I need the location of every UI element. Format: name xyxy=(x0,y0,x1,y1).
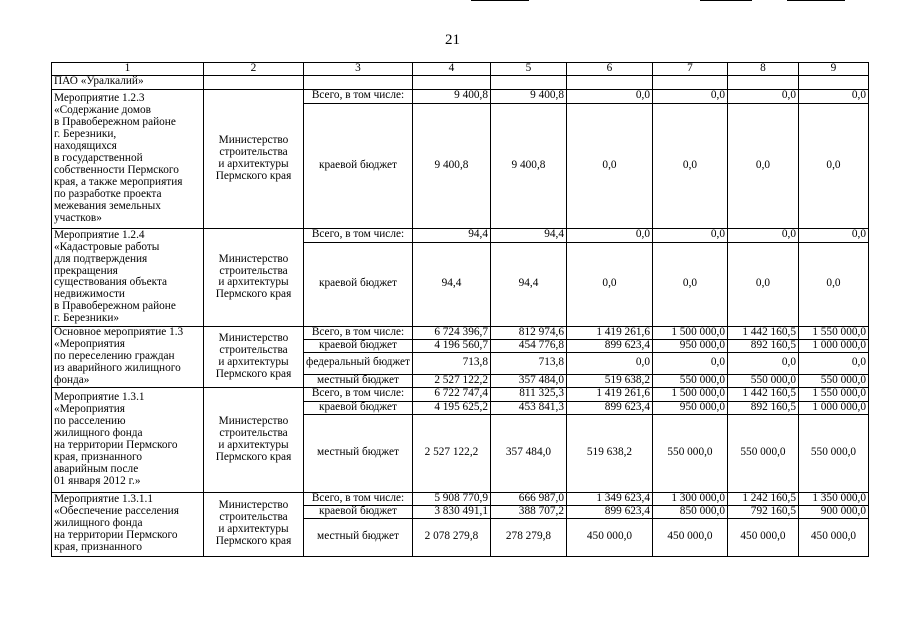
funding-source: Всего, в том числе: xyxy=(304,89,413,103)
amount-cell: 1 550 000,0 xyxy=(798,387,868,401)
amount-cell: 850 000,0 xyxy=(652,505,727,518)
amount-cell: 0,0 xyxy=(727,103,798,228)
empty-cell xyxy=(652,75,727,89)
amount-cell: 0,0 xyxy=(798,228,868,242)
table-body xyxy=(52,63,869,557)
amount-cell: 2 527 122,2 xyxy=(412,414,490,492)
amount-cell: 550 000,0 xyxy=(798,374,868,387)
amount-cell: 0,0 xyxy=(652,352,727,374)
column-number: 9 xyxy=(798,63,868,76)
top-edge-rule xyxy=(471,0,529,1)
amount-cell: 388 707,2 xyxy=(490,505,566,518)
amount-cell: 0,0 xyxy=(798,89,868,103)
column-number: 2 xyxy=(204,63,304,76)
amount-cell: 357 484,0 xyxy=(490,374,566,387)
executor: Министерство строительства и архитектуры Пермского края xyxy=(204,492,304,556)
table-row xyxy=(52,492,869,505)
empty-cell xyxy=(412,75,490,89)
amount-cell: 2 078 279,8 xyxy=(412,518,490,556)
amount-cell: 1 349 623,4 xyxy=(566,492,652,505)
amount-cell: 9 400,8 xyxy=(490,103,566,228)
amount-cell: 0,0 xyxy=(727,89,798,103)
amount-cell: 550 000,0 xyxy=(652,414,727,492)
amount-cell: 0,0 xyxy=(727,228,798,242)
amount-cell: 0,0 xyxy=(798,103,868,228)
amount-cell: 0,0 xyxy=(652,228,727,242)
column-number: 6 xyxy=(566,63,652,76)
amount-cell: 0,0 xyxy=(566,352,652,374)
measure-name: Мероприятие 1.2.3 «Содержание домов в Правобережном районе г. Березники, находящихся в государственной собственности Пермского края, а также мероприятия по разработке проекта межевания земельных участков» xyxy=(52,89,204,228)
amount-cell: 812 974,6 xyxy=(490,326,566,339)
organization-name: ПАО «Уралкалий» xyxy=(52,75,204,89)
amount-cell: 0,0 xyxy=(566,103,652,228)
empty-cell xyxy=(727,75,798,89)
amount-cell: 899 623,4 xyxy=(566,401,652,414)
empty-cell xyxy=(304,75,413,89)
amount-cell: 450 000,0 xyxy=(798,518,868,556)
amount-cell: 1 000 000,0 xyxy=(798,339,868,352)
amount-cell: 0,0 xyxy=(652,242,727,326)
amount-cell: 666 987,0 xyxy=(490,492,566,505)
amount-cell: 94,4 xyxy=(412,228,490,242)
amount-cell: 892 160,5 xyxy=(727,339,798,352)
amount-cell: 550 000,0 xyxy=(652,374,727,387)
page-number: 21 xyxy=(445,32,460,48)
measure-name: Мероприятие 1.2.4 «Кадастровые работы для подтверждения прекращения существования объекта недвижимости в Правобережном районе г. Березники» xyxy=(52,228,204,326)
amount-cell: 892 160,5 xyxy=(727,401,798,414)
amount-cell: 0,0 xyxy=(566,242,652,326)
funding-source: Всего, в том числе: xyxy=(304,326,413,339)
empty-cell xyxy=(566,75,652,89)
column-number-row xyxy=(52,63,869,76)
amount-cell: 0,0 xyxy=(566,89,652,103)
amount-cell: 1 000 000,0 xyxy=(798,401,868,414)
funding-source: местный бюджет xyxy=(304,374,413,387)
amount-cell: 1 300 000,0 xyxy=(652,492,727,505)
amount-cell: 899 623,4 xyxy=(566,505,652,518)
amount-cell: 6 722 747,4 xyxy=(412,387,490,401)
amount-cell: 550 000,0 xyxy=(798,414,868,492)
amount-cell: 4 195 625,2 xyxy=(412,401,490,414)
amount-cell: 450 000,0 xyxy=(652,518,727,556)
amount-cell: 278 279,8 xyxy=(490,518,566,556)
amount-cell: 519 638,2 xyxy=(566,414,652,492)
amount-cell: 0,0 xyxy=(798,352,868,374)
measure-name: Основное мероприятие 1.3 «Мероприятия по переселению граждан из аварийного жилищного фонда» xyxy=(52,326,204,387)
amount-cell: 0,0 xyxy=(566,228,652,242)
empty-cell xyxy=(490,75,566,89)
column-number: 5 xyxy=(490,63,566,76)
amount-cell: 454 776,8 xyxy=(490,339,566,352)
column-number: 3 xyxy=(304,63,413,76)
amount-cell: 1 442 160,5 xyxy=(727,387,798,401)
amount-cell: 900 000,0 xyxy=(798,505,868,518)
amount-cell: 1 419 261,6 xyxy=(566,387,652,401)
amount-cell: 792 160,5 xyxy=(727,505,798,518)
amount-cell: 519 638,2 xyxy=(566,374,652,387)
amount-cell: 9 400,8 xyxy=(412,103,490,228)
amount-cell: 0,0 xyxy=(652,89,727,103)
amount-cell: 1 442 160,5 xyxy=(727,326,798,339)
measure-name: Мероприятие 1.3.1 «Мероприятия по расселению жилищного фонда на территории Пермского края, признанного аварийным после 01 января 2012 г.» xyxy=(52,387,204,492)
executor: Министерство строительства и архитектуры Пермского края xyxy=(204,387,304,492)
amount-cell: 94,4 xyxy=(412,242,490,326)
amount-cell: 1 419 261,6 xyxy=(566,326,652,339)
amount-cell: 1 242 160,5 xyxy=(727,492,798,505)
executor: Министерство строительства и архитектуры Пермского края xyxy=(204,228,304,326)
top-edge-rule xyxy=(787,0,845,1)
budget-table xyxy=(51,62,869,557)
funding-source: краевой бюджет xyxy=(304,103,413,228)
amount-cell: 1 350 000,0 xyxy=(798,492,868,505)
amount-cell: 3 830 491,1 xyxy=(412,505,490,518)
amount-cell: 550 000,0 xyxy=(727,414,798,492)
amount-cell: 9 400,8 xyxy=(412,89,490,103)
column-number: 8 xyxy=(727,63,798,76)
amount-cell: 94,4 xyxy=(490,228,566,242)
top-edge-rule xyxy=(700,0,752,1)
table-row xyxy=(52,326,869,339)
empty-cell xyxy=(204,75,304,89)
amount-cell: 713,8 xyxy=(412,352,490,374)
amount-cell: 357 484,0 xyxy=(490,414,566,492)
amount-cell: 5 908 770,9 xyxy=(412,492,490,505)
amount-cell: 0,0 xyxy=(798,242,868,326)
funding-source: краевой бюджет xyxy=(304,339,413,352)
funding-source: Всего, в том числе: xyxy=(304,492,413,505)
funding-source: местный бюджет xyxy=(304,414,413,492)
column-number: 4 xyxy=(412,63,490,76)
funding-source: краевой бюджет xyxy=(304,401,413,414)
amount-cell: 2 527 122,2 xyxy=(412,374,490,387)
amount-cell: 0,0 xyxy=(727,352,798,374)
amount-cell: 450 000,0 xyxy=(727,518,798,556)
amount-cell: 6 724 396,7 xyxy=(412,326,490,339)
amount-cell: 950 000,0 xyxy=(652,339,727,352)
amount-cell: 899 623,4 xyxy=(566,339,652,352)
amount-cell: 1 500 000,0 xyxy=(652,387,727,401)
measure-name: Мероприятие 1.3.1.1 «Обеспечение расселения жилищного фонда на территории Пермского края, признанного xyxy=(52,492,204,556)
funding-source: краевой бюджет xyxy=(304,242,413,326)
executor: Министерство строительства и архитектуры Пермского края xyxy=(204,326,304,387)
amount-cell: 1 500 000,0 xyxy=(652,326,727,339)
funding-source: краевой бюджет xyxy=(304,505,413,518)
table-row xyxy=(52,228,869,242)
executor: Министерство строительства и архитектуры Пермского края xyxy=(204,89,304,228)
amount-cell: 9 400,8 xyxy=(490,89,566,103)
funding-source: местный бюджет xyxy=(304,518,413,556)
table-row xyxy=(52,387,869,401)
amount-cell: 94,4 xyxy=(490,242,566,326)
column-number: 1 xyxy=(52,63,204,76)
column-number: 7 xyxy=(652,63,727,76)
amount-cell: 1 550 000,0 xyxy=(798,326,868,339)
table-row xyxy=(52,89,869,103)
amount-cell: 453 841,3 xyxy=(490,401,566,414)
amount-cell: 550 000,0 xyxy=(727,374,798,387)
amount-cell: 0,0 xyxy=(652,103,727,228)
organization-row xyxy=(52,75,869,89)
funding-source: федеральный бюджет xyxy=(304,352,413,374)
amount-cell: 713,8 xyxy=(490,352,566,374)
amount-cell: 950 000,0 xyxy=(652,401,727,414)
amount-cell: 4 196 560,7 xyxy=(412,339,490,352)
funding-source: Всего, в том числе: xyxy=(304,228,413,242)
funding-source: Всего, в том числе: xyxy=(304,387,413,401)
empty-cell xyxy=(798,75,868,89)
amount-cell: 450 000,0 xyxy=(566,518,652,556)
amount-cell: 811 325,3 xyxy=(490,387,566,401)
amount-cell: 0,0 xyxy=(727,242,798,326)
